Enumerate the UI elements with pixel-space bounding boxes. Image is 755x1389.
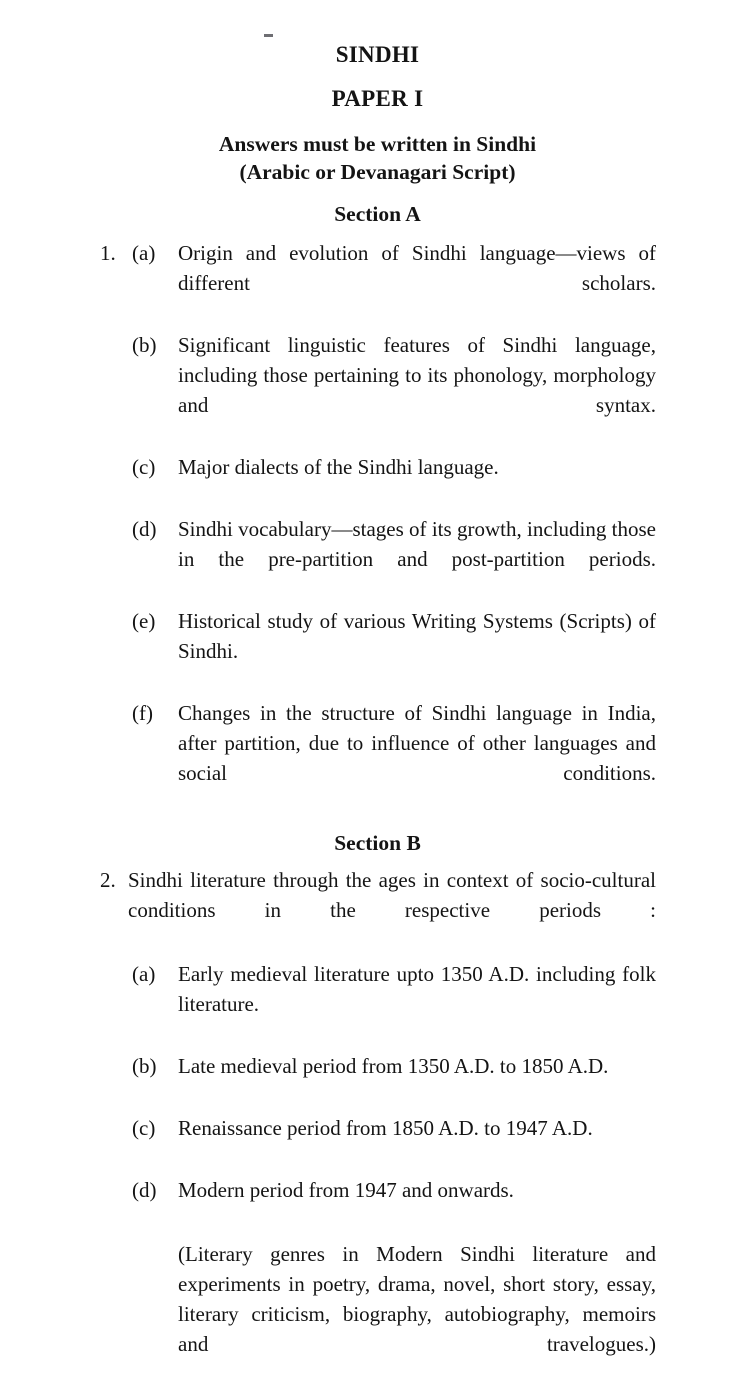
subitem [100,330,656,450]
subitem-text: Significant linguistic features of Sindhi language, including those pertaining to its phonology, morphology and syntax. [178,333,656,417]
subitem-text: Historical study of various Writing Systems (Scripts) of Sindhi. [178,609,656,663]
section-heading-b: Section B [334,831,421,855]
subitem-label: (b) [132,333,157,357]
question-2 [0,865,755,1389]
question-1 [0,238,755,818]
subitem-text: Late medieval period from 1350 A.D. to 1850 A.D. [178,1054,609,1078]
question-2-subitems [100,959,656,1235]
subitem-text: Early medieval literature upto 1350 A.D. including folk literature. [178,962,656,1016]
title-block [0,0,755,186]
question-2-note-block [100,1239,656,1389]
section-heading-a: Section A [334,202,421,226]
subitem [100,698,656,818]
subitem-text: Modern period from 1947 and onwards. [178,1178,514,1202]
question-1-number: 1. [100,241,116,265]
subitem [100,959,656,1049]
subitem-text: Major dialects of the Sindhi language. [178,455,499,479]
subitem-label: (c) [132,1116,156,1140]
instruction-line-1: Answers must be written in Sindhi [218,132,537,156]
subitem [100,1113,656,1173]
question-2-note-text: (Literary genres in Modern Sindhi literature and experiments in poetry, drama, novel, short story, essay, literary criticism, biography, autobiography, memoirs and travelogues.) [178,1242,656,1356]
subitem [100,238,656,328]
subitem-text: Changes in the structure of Sindhi language in India, after partition, due to influence of other languages and social conditions. [178,701,656,785]
subitem-text: Origin and evolution of Sindhi language—views of different scholars. [178,241,656,295]
document-title: SINDHI [335,42,420,67]
subitem-label: (c) [132,455,156,479]
subitem-label: (f) [132,701,153,725]
paper-title: PAPER I [331,86,424,111]
subitem [100,452,656,512]
subitem-label: (e) [132,609,156,633]
question-2-number: 2. [100,868,116,892]
subitem-label: (a) [132,962,156,986]
subitem [100,1175,656,1235]
subitem-text: Sindhi vocabulary—stages of its growth, including those in the pre-partition and post-partition periods. [178,517,656,571]
question-list-section-b [0,865,755,1389]
question-list-section-a [0,238,755,818]
instruction-line-2: (Arabic or Devanagari Script) [239,160,516,184]
subitem-label: (b) [132,1054,157,1078]
subitem-label: (a) [132,241,156,265]
question-1-subitems [100,238,656,818]
subitem-label: (d) [132,1178,157,1202]
subitem [100,514,656,604]
subitem [100,1051,656,1111]
subitem [100,606,656,696]
subitem-label: (d) [132,517,157,541]
question-2-stem: Sindhi literature through the ages in context of socio-cultural conditions in the respective periods : [128,868,656,922]
subitem-text: Renaissance period from 1850 A.D. to 1947 A.D. [178,1116,593,1140]
